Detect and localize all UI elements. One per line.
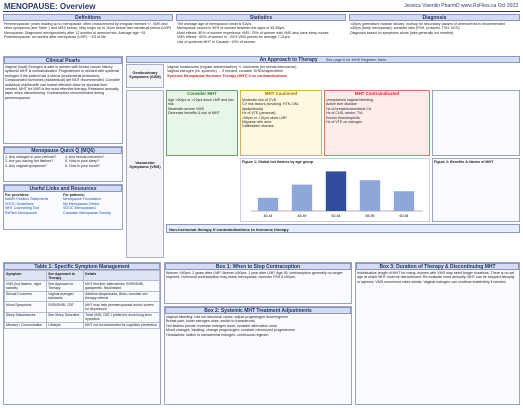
provider-link[interactable]: RxFiles Menopause [5, 210, 37, 215]
providers-label: For providers: [5, 193, 30, 197]
tick-label: 55-59 [365, 214, 375, 219]
provider-link[interactable]: NAMS Position Statements [5, 197, 49, 202]
approach-header [126, 56, 520, 63]
box-3-heading: Box 3: Duration of Therapy & Discontinuing MHT [356, 263, 519, 270]
symptom-cell: Memory / Concentration [5, 322, 47, 328]
box-2-line: Vaginal bleeding: rule out structural cause; adjust progestogen dose/regimen [166, 315, 288, 319]
statistic-line: Most effects: 80% of women experience VMS; 75% of women with VMS also have sleep issues [177, 30, 329, 35]
symptom-cell: Sexual Concerns [5, 291, 47, 301]
details-cell: MHT not recommended for cognition prevention [84, 322, 160, 328]
approach-cell: Vaginal estrogen; lubricants [47, 291, 84, 301]
box-2-line: Mood changes, bloating: change progestogen; consider micronized progesterone [166, 328, 296, 333]
table-row [5, 281, 160, 291]
approach-cell: Lifestyle [47, 322, 84, 328]
figure-1-title: Figure 1: Global hot flashes by age group [242, 160, 313, 164]
statistic-line: Menopause occurs in 90% of women between the ages of 45-55yrs. [177, 26, 286, 31]
box-2-panel [164, 306, 352, 405]
figure-1-chart [241, 165, 427, 219]
definitions-section [3, 14, 173, 54]
provider-link[interactable]: SOGC Guidelines [5, 201, 34, 206]
tick-label: 45-49 [297, 214, 307, 219]
mq6-question: 4. Any sexual concerns? [65, 155, 104, 159]
mq6-heading: Menopause Quick Q (MQ6) [4, 147, 122, 154]
right-note-panel [432, 90, 520, 156]
box-2-line: Headaches: switch to transdermal estrogen; continuous regimen [166, 332, 269, 337]
figure-2-title: Figure 2: Benefits & Harms of MHT [434, 160, 494, 164]
mq6-question: 2. Are you having hot flashes? [5, 159, 54, 164]
box-2-line: Breast pain: lower estrogen dose; switch to transdermal [166, 319, 255, 324]
col-details: Details [84, 271, 160, 281]
symptom-cell: Mood Symptoms [5, 302, 47, 312]
diagnosis-section [349, 14, 520, 54]
mht-cautioned-heading: MHT Cautioned [264, 91, 298, 96]
diagnosis-line: ≥45yrs (early menopause): consider labs (FSH, prolactin, TSH, hCG) [350, 26, 460, 31]
definitions-heading: Definitions [3, 14, 173, 21]
contra-item: Hx of breast/endometrial CA [326, 106, 372, 111]
col-symptom: Symptom [5, 271, 47, 281]
box-2-line: Hot flashes persist: increase estrogen dose; consider alternative route [166, 323, 278, 328]
definitions-body [3, 21, 173, 41]
menopause-quick-q-panel [3, 146, 123, 182]
figure-2 [432, 158, 520, 222]
gsm-label: Genitourinary Symptoms (GSM) [126, 64, 164, 88]
page-header [3, 2, 520, 12]
patient-link[interactable]: Menopause Foundation [63, 197, 101, 202]
mht-contraindicated-box [324, 90, 430, 156]
consider-mht-heading: Consider MHT [187, 91, 217, 96]
table-row [5, 291, 160, 301]
statistics-section [176, 14, 346, 54]
caution-item: Migraine with aura [242, 120, 272, 125]
mq6-question: 1. Any changes in your periods? [5, 155, 57, 159]
consider-item: Moderate-severe VMS [168, 106, 204, 111]
figure-1 [240, 158, 430, 222]
box-3-panel [355, 262, 520, 405]
clinical-pearls-text: Vaginal (local) Estrogen is safe in women with breast cancer history; systemic MHT is contraindicated. Progesterone is needed with systemic estrogen if the patient has a uterus (endometrial protection). Compounded hormones (bioidentical) are NOT recommended. Consider individual risk/benefit; use lowest effective dose for shortest time needed. MHT for VMS is the most effective therapy. Reassess annually; taper when discontinuing. Contraception recommended during perimenopause. [5, 65, 120, 100]
chart-bar [394, 192, 414, 212]
patient-link[interactable]: My Menopause Centre [63, 201, 100, 206]
consider-mht-box [166, 90, 238, 156]
statistic-line: The average age of menopause onset is 51yrs. [177, 22, 253, 26]
patients-label: For patients: [63, 193, 85, 197]
provider-link[interactable]: MHT Counseling Tool [5, 206, 40, 211]
statistics-heading: Statistics [176, 14, 346, 21]
symptom-table [4, 270, 160, 329]
statistic-line: VMS effects ~60% of women in ~20% VMS persist for average 7-11yrs. [177, 35, 291, 40]
chart-bar [292, 185, 312, 211]
tick-label: 50-54 [331, 214, 341, 219]
chart-bar [326, 172, 346, 212]
clinical-pearls-panel [3, 56, 123, 144]
table-1-panel [3, 262, 161, 405]
diagnosis-line: Diagnosis based on symptoms alone (labs generally not needed) [350, 30, 454, 35]
mq6-question: 6. How is your mood? [65, 163, 100, 168]
definition-perimenopause: Perimenopause: years leading up to menopause, often characterized by irregular menses +/- VMS and other symptoms (see Table 1 and MSS below). May begin up to 10yrs before last menstrual period (LMP) [4, 22, 172, 31]
table-row [5, 312, 160, 322]
patient-link[interactable]: Canadian Menopause Society [63, 210, 111, 215]
chart-bar [360, 181, 380, 212]
statistics-body [176, 21, 346, 45]
patient-link[interactable]: SOGC MenopauseU [63, 206, 96, 211]
box-1-heading: Box 1: When to Stop Contraception [165, 263, 351, 270]
gsm-line: Vaginal moisturizers (regular administration) +/- lubricants (for sexual intercourse) [167, 65, 297, 69]
diagnosis-heading: Diagnosis [349, 14, 520, 21]
mht-line: Systemic Menopausal Hormone Therapy (MHT) if no contraindications [167, 73, 288, 78]
approach-cell: See Approach to Therapy [47, 281, 84, 291]
clinical-pearls-heading: Clinical Pearls [4, 57, 122, 64]
resources-heading: Useful Links and Resources [4, 185, 122, 192]
box-2-heading: Box 2: Systemic MHT Treatment Adjustments [165, 307, 351, 314]
approach-heading: An Approach to Therapy [259, 57, 318, 63]
contra-item: Hx of CHD, stroke, TIA [326, 111, 363, 116]
chart-bar [258, 198, 278, 211]
definition-menopause: Menopause: Diagnosed retrospectively after 12 months of amenorrhea. Average age ~51 [4, 30, 146, 35]
definition-postmenopause: Postmenopause: all months after menopause (LMP). ~1/3 of life [4, 35, 106, 40]
mq6-question: 5. How is your sleep? [65, 159, 100, 164]
mht-contraindicated-heading: MHT Contraindicated [354, 91, 400, 96]
page-title: MENOPAUSE: Overview [4, 2, 96, 11]
caution-item: Moderate risk of CVD [242, 98, 277, 102]
table-row [5, 322, 160, 328]
symptom-cell: Sleep Disturbances [5, 312, 47, 322]
box-1-text: Women <50yrs: 2 years after LMP. Women ≥50yrs: 1 year after LMP. Age 55: contraception generally no longer required. Hormonal contraception may mask menopause; consider FSH if ≥50yrs. [166, 271, 343, 280]
mq6-questions [4, 154, 122, 169]
vms-label: Vasomotor Symptoms (VMS) [126, 90, 164, 258]
consider-item: Decrease benefits & risk of MHT [168, 111, 220, 116]
mq6-question: 3. Any vaginal symptoms? [5, 163, 47, 168]
tick-label: 40-44 [263, 214, 273, 219]
caution-item: Hx of VTE (personal) [242, 111, 276, 116]
details-cell: MHT may help perimenopausal mood; screen for depression [84, 302, 160, 312]
tick-label: 60-64 [399, 214, 409, 219]
approach-subheading: See page 6 for MHS Regimen Table [325, 58, 387, 62]
caution-item: CV risk factors (smoking, HTN, DM, dyslipidemia) [242, 102, 299, 111]
consider-item: Age <60yrs or <10yrs since LMP and low risk [168, 98, 234, 107]
contra-item: Hx of VTE on estrogen [326, 120, 363, 125]
mht-cautioned-box [240, 90, 322, 156]
box-1-panel [164, 262, 352, 304]
contra-item: Active liver disease [326, 102, 357, 107]
symptom-cell: VMS (hot flashes, night sweats) [5, 281, 47, 291]
contra-item: Known thrombophilia [326, 115, 360, 120]
gsm-line: Vaginal estrogen (vs. systemic) → if needed, consider DHEA/ospemifene [167, 69, 284, 74]
details-cell: Treat VMS; CBT-I preferred; avoid long-term hypnotics [84, 312, 160, 322]
col-approach: See Approach to Therapy [47, 271, 84, 281]
patients-links [63, 193, 121, 215]
approach-cell: See Sleep Disorders [47, 312, 84, 322]
box-3-text: Individualize length of MHT for many; women with VMS may need longer durations. There is no set age at which MHT must be discontinued. Re-evaluate need annually. MHT can be stopped abruptly or tapered; VMS recurrence rates similar. Vaginal estrogen can continue indefinitely if needed. [357, 271, 515, 284]
diagnosis-line: <45yrs (premature ovarian failure): workup for secondary causes of amenorrhea is recommended [350, 22, 505, 26]
resources-panel [3, 184, 123, 230]
contra-item: Unexplained vaginal bleeding [326, 98, 373, 102]
caution-item: >60yrs or >10yrs since LMP [242, 115, 287, 120]
gsm-therapy [166, 64, 520, 88]
table-row [5, 302, 160, 312]
providers-links [5, 193, 63, 215]
details-cell: MHT first line; alternatives: SSRI/SNRI, gabapentin, fezolinetant [84, 281, 160, 291]
table-1-heading: Table 1: Specific Symptom Management [4, 263, 160, 270]
approach-cell: SSRI/SNRI; CBT [47, 302, 84, 312]
caution-item: Gallbladder disease [242, 124, 274, 129]
nonhormonal-strip: Non-hormonal therapy if contraindications to hormone therapy [166, 224, 520, 233]
author-line: Jessica Visentin PharmD www.RxFiles.ca Oct 2023 [404, 3, 518, 9]
statistic-line: Use of systemic MHT in Canada ~15% of women [177, 39, 256, 44]
details-cell: Address dyspareunia, libido; consider sex therapy referral [84, 291, 160, 301]
box-2-body [165, 314, 351, 338]
diagnosis-body [349, 21, 520, 36]
